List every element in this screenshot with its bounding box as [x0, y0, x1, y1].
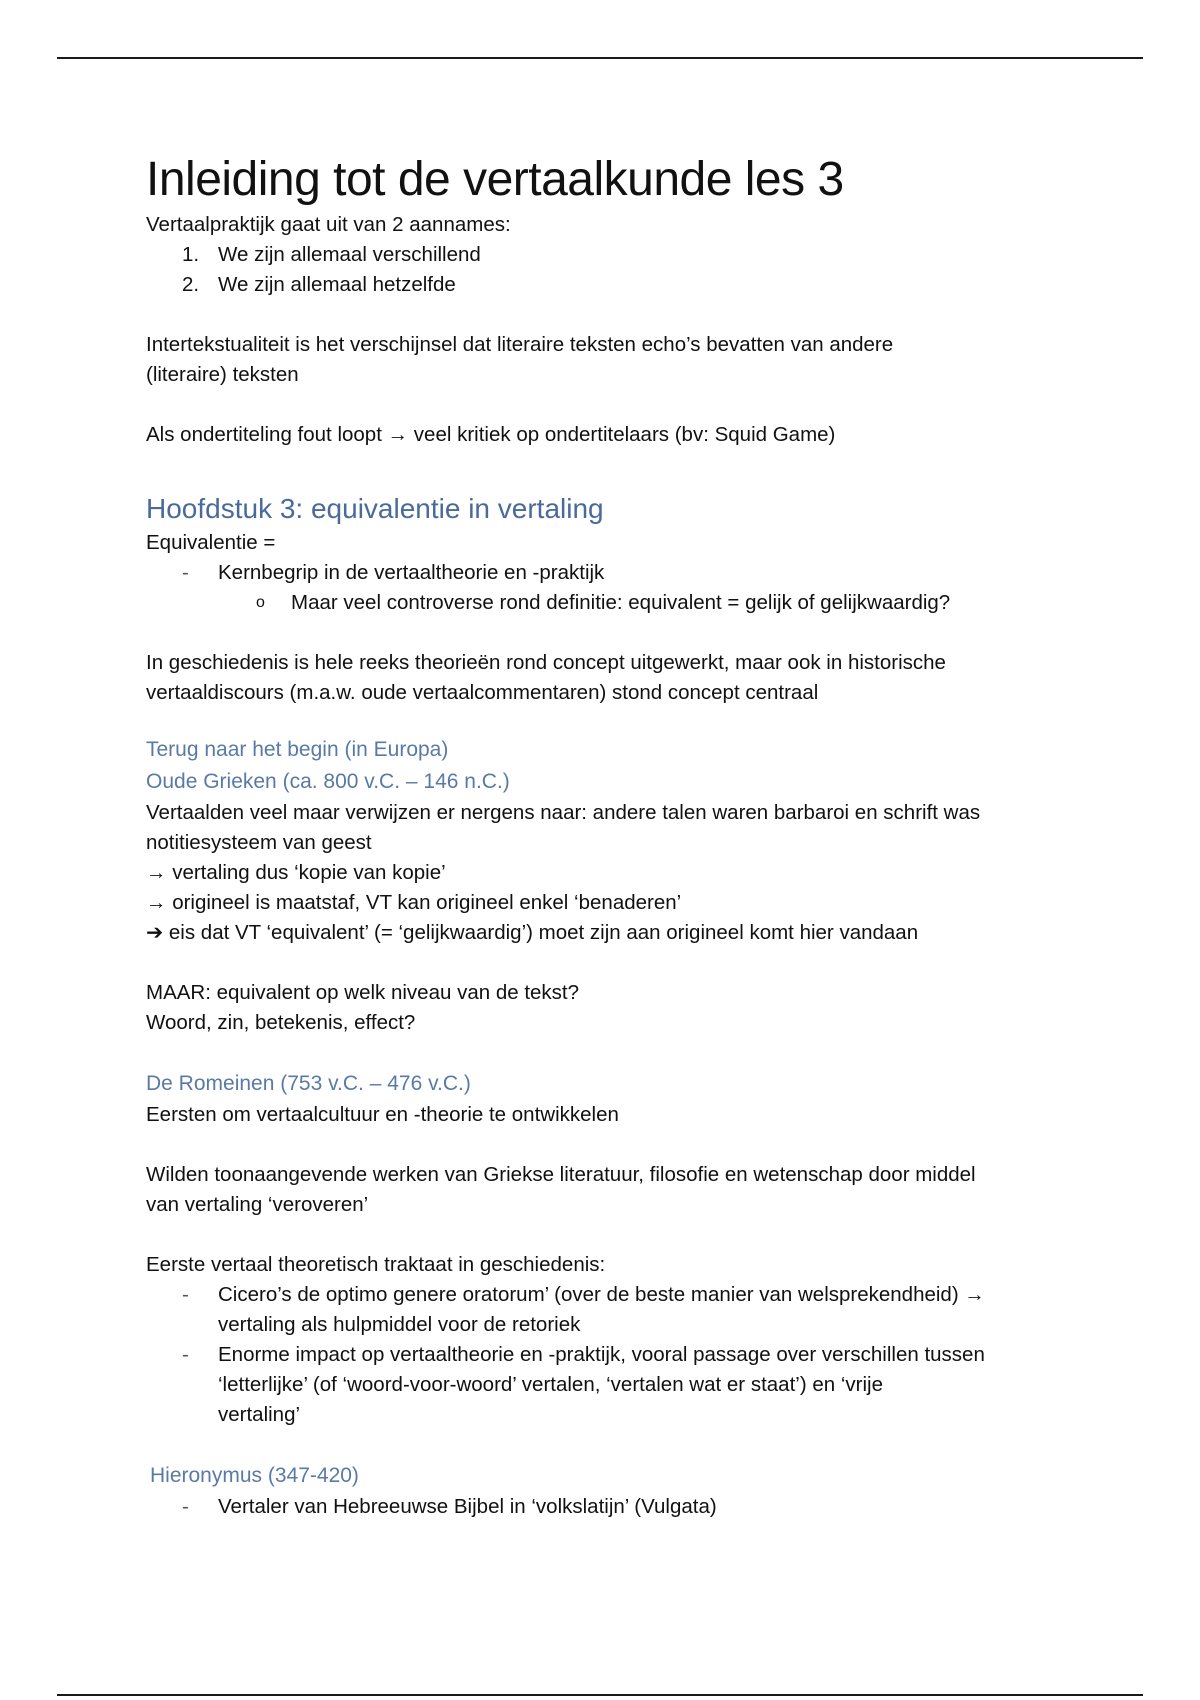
list-item-text: We zijn allemaal hetzelfde [218, 273, 456, 296]
greeks-arrow-line3 [146, 918, 1066, 948]
list-item [146, 240, 1066, 270]
list-number: 1. [182, 243, 200, 266]
list-item-text: We zijn allemaal verschillend [218, 243, 481, 266]
spacer [146, 1038, 1066, 1068]
list-item-line1: Enorme impact op vertaaltheorie en -praktijk, vooral passage over verschillen tussen [218, 1343, 985, 1366]
list-number: 2. [182, 273, 200, 296]
dash-bullet: - [182, 1495, 189, 1518]
equivalence-label: Equivalentie = [146, 531, 276, 554]
spacer [146, 1430, 1066, 1460]
greeks-paragraph-line2: notitiesysteem van geest [146, 831, 372, 854]
spacer [146, 708, 1066, 734]
top-rule [57, 57, 1143, 59]
romans-paragraph: Eersten om vertaalcultuur en -theorie te ontwikkelen [146, 1103, 619, 1126]
dash-bullet: - [182, 1343, 189, 1366]
maar-line2: Woord, zin, betekenis, effect? [146, 1011, 416, 1034]
spacer [146, 1220, 1066, 1250]
list-item-text: Kernbegrip in de vertaaltheorie en -praktijk [218, 561, 605, 584]
maar-line1: MAAR: equivalent op welk niveau van de tekst? [146, 981, 580, 1004]
subheading-begin: Terug naar het begin (in Europa) [146, 738, 449, 761]
list-item [146, 588, 1066, 618]
document-page [146, 150, 1066, 1522]
spacer [146, 390, 1066, 420]
spacer [146, 618, 1066, 648]
list-item-line1: Cicero’s de optimo genere oratorum’ (over de beste manier van welsprekendheid) → [218, 1283, 985, 1306]
treatise-paragraph: Eerste vertaal theoretisch traktaat in geschiedenis: [146, 1253, 606, 1276]
equivalence-sublist [146, 588, 1066, 618]
dash-bullet: - [182, 561, 189, 584]
romans-wild-line2: van vertaling ‘veroveren’ [146, 1193, 369, 1216]
bold-arrow-icon: ➔ [146, 921, 164, 944]
list-item-line3: vertaling’ [218, 1403, 301, 1426]
list-item [146, 558, 1066, 588]
arrow-line-text: eis dat VT ‘equivalent’ (= ‘gelijkwaardig’) moet zijn aan origineel komt hier vandaan [168, 921, 919, 944]
list-item-text: Vertaler van Hebreeuwse Bijbel in ‘volkslatijn’ (Vulgata) [218, 1495, 717, 1518]
greeks-paragraph-line1: Vertaalden veel maar verwijzen er nergens naar: andere talen waren barbaroi en schrift was [146, 801, 981, 824]
greeks-arrow-line2: → origineel is maatstaf, VT kan origineel enkel ‘benaderen’ [146, 891, 682, 914]
dash-bullet: - [182, 1283, 189, 1306]
assumptions-list [146, 240, 1066, 300]
subtitling-paragraph: Als ondertiteling fout loopt → veel kritiek op ondertitelaars (bv: Squid Game) [146, 423, 836, 446]
subheading-greeks: Oude Grieken (ca. 800 v.C. – 146 n.C.) [146, 770, 510, 793]
subheading-hieronymus: Hieronymus (347-420) [150, 1464, 359, 1487]
history-paragraph-line2: vertaaldiscours (m.a.w. oude vertaalcommentaren) stond concept centraal [146, 681, 819, 704]
spacer [146, 450, 1066, 490]
list-item [146, 1280, 1066, 1340]
page-title: Inleiding tot de vertaalkunde les 3 [146, 153, 844, 206]
spacer [146, 948, 1066, 978]
subheading-romans: De Romeinen (753 v.C. – 476 v.C.) [146, 1072, 471, 1095]
romans-wild-line1: Wilden toonaangevende werken van Griekse literatuur, filosofie en wetenschap door middel [146, 1163, 976, 1186]
list-item-line2: ‘letterlijke’ (of ‘woord-voor-woord’ vertalen, ‘vertalen wat er staat’) en ‘vrije [218, 1373, 883, 1396]
circle-bullet: o [256, 594, 265, 611]
greeks-arrow-line1: → vertaling dus ‘kopie van kopie’ [146, 861, 446, 884]
treatise-list [146, 1280, 1066, 1430]
intertext-paragraph-line2: (literaire) teksten [146, 363, 299, 386]
hieronymus-list [146, 1492, 1066, 1522]
list-item-line2: vertaling als hulpmiddel voor de retoriek [218, 1313, 581, 1336]
list-item [146, 270, 1066, 300]
intertext-paragraph-line1: Intertekstualiteit is het verschijnsel dat literaire teksten echo’s bevatten van andere [146, 333, 894, 356]
list-item-text: Maar veel controverse rond definitie: equivalent = gelijk of gelijkwaardig? [291, 591, 951, 614]
intro-text: Vertaalpraktijk gaat uit van 2 aannames: [146, 213, 511, 236]
history-paragraph-line1: In geschiedenis is hele reeks theorieën rond concept uitgewerkt, maar ook in historische [146, 651, 946, 674]
spacer [146, 1130, 1066, 1160]
list-item [146, 1492, 1066, 1522]
chapter-heading: Hoofdstuk 3: equivalentie in vertaling [146, 493, 604, 524]
equivalence-list [146, 558, 1066, 588]
list-item [146, 1340, 1066, 1430]
spacer [146, 300, 1066, 330]
bottom-rule [57, 1694, 1143, 1696]
